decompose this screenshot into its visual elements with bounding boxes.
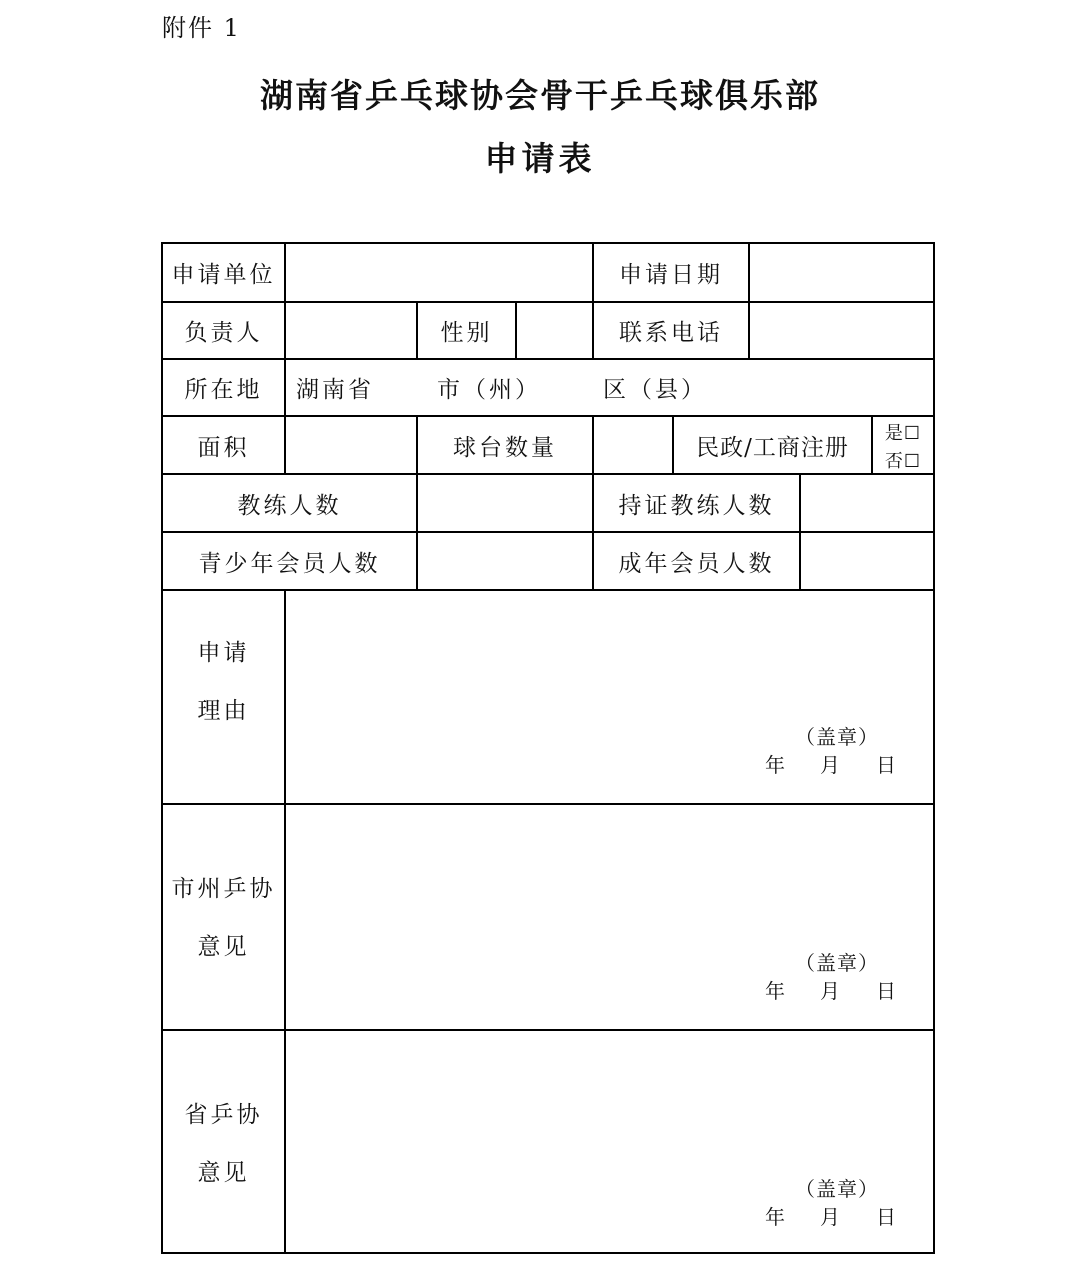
person-in-charge-label: 负责人 (184, 320, 263, 346)
seal-text: （盖章） (795, 1177, 879, 1201)
year-text: 年 (765, 753, 785, 777)
coach-count-label: 教练人数 (237, 492, 342, 519)
month-text: 月 (820, 979, 840, 1003)
location-province: 湖南省 (296, 377, 374, 403)
application-form-table (161, 242, 935, 1254)
year-text: 年 (765, 1205, 785, 1229)
reason-label-line1: 申请 (197, 640, 250, 666)
registration-label: 民政/工商注册 (696, 434, 849, 461)
col-divider (515, 301, 517, 358)
adult-member-count-label: 成年会员人数 (618, 550, 775, 577)
month-text: 月 (820, 753, 840, 777)
table-count-label: 球台数量 (453, 434, 557, 461)
city-opinion-line2: 意见 (197, 934, 250, 960)
form-title: 湖南省乒乓球协会骨干乒乓球俱乐部 (260, 76, 820, 115)
phone-label: 联系电话 (619, 320, 723, 346)
youth-member-count-label: 青少年会员人数 (198, 550, 381, 577)
province-opinion-line2: 意见 (197, 1160, 250, 1186)
province-opinion-line1: 省乒协 (184, 1102, 263, 1128)
location-label: 所在地 (184, 377, 263, 403)
col-divider (799, 473, 801, 589)
day-text: 日 (876, 753, 896, 777)
province-opinion-label (163, 1086, 284, 1202)
city-opinion-line1: 市州乒协 (171, 876, 276, 902)
registration-no-checkbox[interactable]: 否☐ (884, 451, 922, 472)
day-text: 日 (876, 1205, 896, 1229)
apply-date-label: 申请日期 (619, 262, 723, 288)
reason-label-line2: 理由 (197, 698, 250, 724)
city-opinion-label (163, 860, 284, 976)
day-text: 日 (876, 979, 896, 1003)
col-divider (284, 589, 286, 1252)
applicant-unit-label: 申请单位 (171, 262, 276, 288)
seal-text: （盖章） (795, 951, 879, 975)
row-divider (163, 589, 933, 591)
gender-label: 性别 (440, 320, 493, 346)
col-divider (284, 244, 286, 473)
registration-yes-checkbox[interactable]: 是☐ (884, 423, 922, 444)
sign-date (765, 749, 905, 775)
location-district: 区（县） (603, 377, 707, 403)
month-text: 月 (820, 1205, 840, 1229)
certified-coach-count-label: 持证教练人数 (618, 492, 775, 519)
row-divider (163, 803, 933, 805)
sign-date (765, 975, 905, 1001)
seal-text: （盖章） (795, 725, 879, 749)
location-city: 市（州） (437, 377, 541, 403)
row-divider (163, 1029, 933, 1031)
attachment-label: 附件 1 (162, 14, 241, 42)
area-label: 面积 (197, 434, 250, 461)
form-subtitle: 申请表 (484, 139, 596, 178)
col-divider (748, 244, 750, 358)
sign-date (765, 1201, 905, 1227)
reason-label (163, 624, 284, 740)
year-text: 年 (765, 979, 785, 1003)
